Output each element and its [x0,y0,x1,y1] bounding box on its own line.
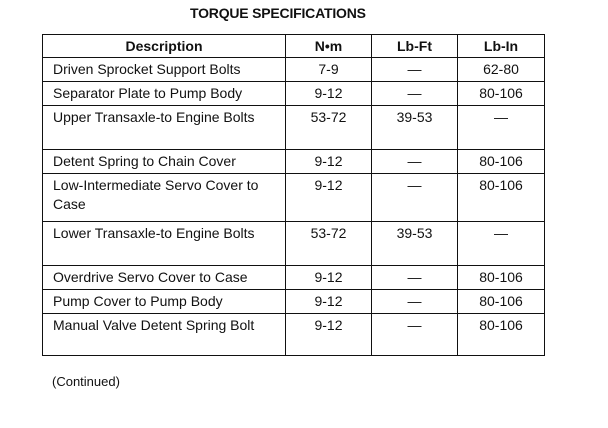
row-lbin: 62-80 [458,58,545,82]
row-nm: 9-12 [286,290,372,314]
row-lbin: 80-106 [458,314,545,356]
row-nm: 7-9 [286,58,372,82]
row-description: Upper Transaxle-to Engine Bolts [43,106,286,150]
row-description: Driven Sprocket Support Bolts [43,58,286,82]
table-row [43,82,545,106]
table-row [43,174,545,222]
row-nm: 9-12 [286,82,372,106]
row-lbft: — [372,266,458,290]
row-lbin: 80-106 [458,290,545,314]
row-nm: 9-12 [286,174,372,222]
page-title: TORQUE SPECIFICATIONS [190,5,366,21]
table-row [43,266,545,290]
row-lbft: — [372,58,458,82]
row-nm: 53-72 [286,222,372,266]
row-description: Separator Plate to Pump Body [43,82,286,106]
row-lbin: — [458,222,545,266]
table-row [43,58,545,82]
row-lbin: — [458,106,545,150]
row-lbft: — [372,314,458,356]
table-row [43,314,545,356]
row-description: Manual Valve Detent Spring Bolt [43,314,286,356]
torque-spec-table [42,34,545,356]
row-lbin: 80-106 [458,82,545,106]
column-header-lbin: Lb-In [458,35,545,58]
row-lbin: 80-106 [458,174,545,222]
continued-note: (Continued) [52,374,120,389]
row-description: Detent Spring to Chain Cover [43,150,286,174]
row-lbft: 39-53 [372,106,458,150]
row-nm: 9-12 [286,314,372,356]
row-lbft: — [372,82,458,106]
row-description: Lower Transaxle-to Engine Bolts [43,222,286,266]
row-lbft: — [372,290,458,314]
table-header-row [43,35,545,58]
row-lbin: 80-106 [458,150,545,174]
table-row [43,290,545,314]
column-header-description: Description [43,35,286,58]
row-description: Overdrive Servo Cover to Case [43,266,286,290]
row-lbin: 80-106 [458,266,545,290]
row-nm: 9-12 [286,266,372,290]
table-row [43,150,545,174]
table-row [43,106,545,150]
row-lbft: — [372,150,458,174]
row-lbft: — [372,174,458,222]
row-lbft: 39-53 [372,222,458,266]
row-description: Pump Cover to Pump Body [43,290,286,314]
column-header-lbft: Lb-Ft [372,35,458,58]
table-row [43,222,545,266]
row-description: Low-Intermediate Servo Cover to Case [43,174,286,222]
row-nm: 53-72 [286,106,372,150]
column-header-nm: N•m [286,35,372,58]
row-nm: 9-12 [286,150,372,174]
